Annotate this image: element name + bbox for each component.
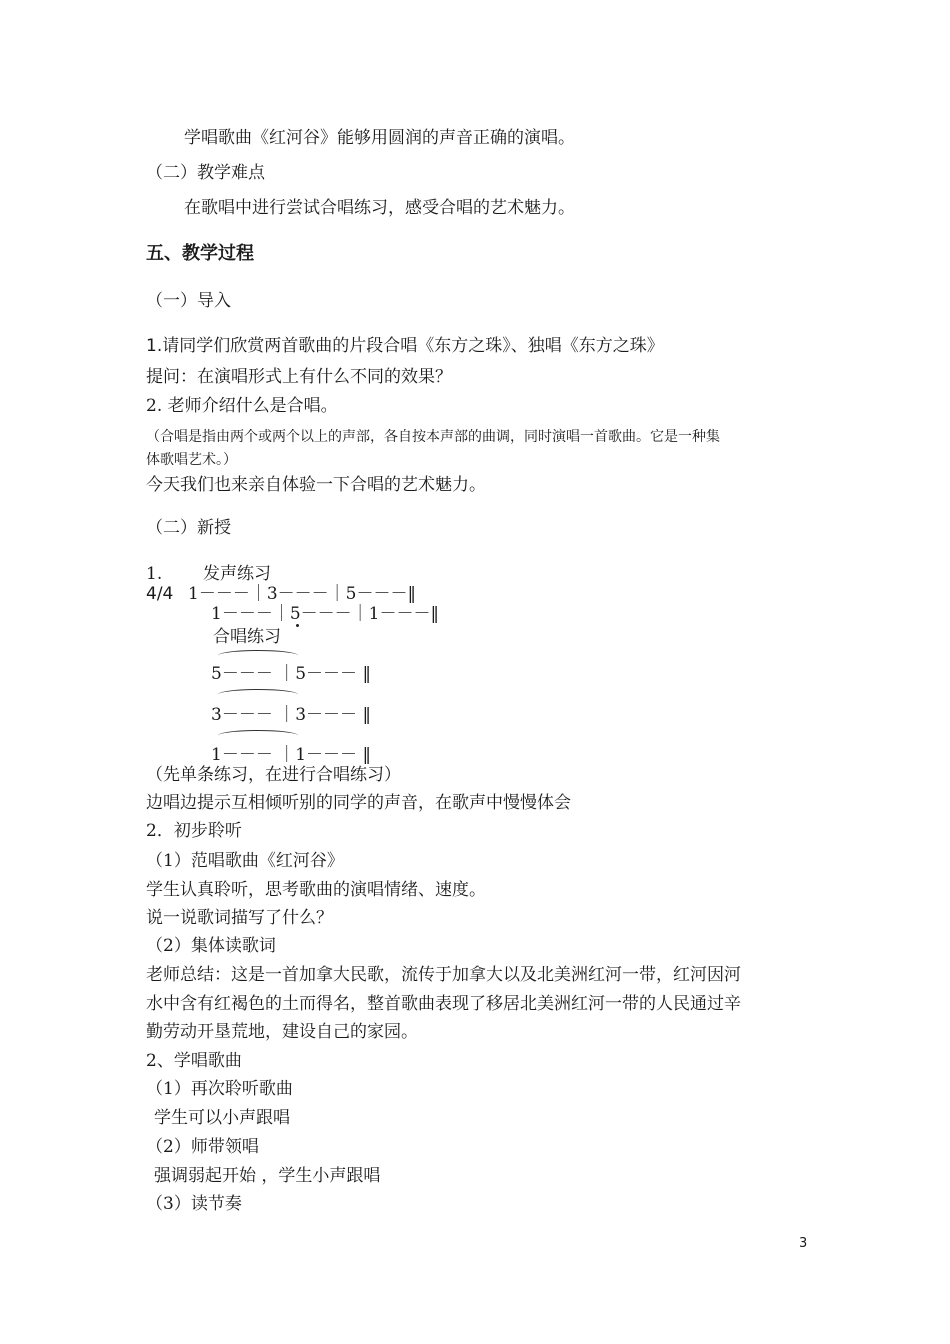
- subsection-intro-heading: （一）导入: [146, 291, 231, 311]
- exercise-number: 1.: [146, 564, 163, 584]
- octave-dot: [296, 624, 299, 627]
- intro-step-1: 1.请同学们欣赏两首歌曲的片段合唱《东方之珠》、独唱《东方之珠》: [146, 336, 664, 356]
- section-process-heading: 五、教学过程: [146, 243, 254, 264]
- difficulty-text: 在歌唱中进行尝试合唱练习，感受合唱的艺术魅力。: [184, 198, 575, 218]
- intro-question: 提问：在演唱形式上有什么不同的效果？: [146, 367, 452, 387]
- substep-listen-again: （1）再次聆听歌曲: [146, 1079, 293, 1099]
- vocal-exercise-title: 发声练习: [203, 564, 271, 584]
- notation-line-1: 1－－－｜3－－－｜5－－－‖: [188, 584, 416, 604]
- subsection-new-heading: （二）新授: [146, 518, 231, 538]
- slur-mark-3: [218, 730, 298, 741]
- upbeat-note: 强调弱起开始 ，学生小声跟唱: [154, 1166, 381, 1186]
- sing-along-note: 学生可以小声跟唱: [154, 1108, 290, 1128]
- chorus-definition-line2: 体歌唱艺术。）: [146, 452, 237, 468]
- substep-read-rhythm: （3）读节奏: [146, 1194, 242, 1214]
- page-number: 3: [799, 1236, 808, 1251]
- chorus-part-2: 3－－－ ｜3－－－ ‖: [211, 705, 371, 725]
- chorus-exercise-title: 合唱练习: [213, 627, 281, 647]
- section-difficulty-heading: （二）教学难点: [146, 163, 265, 183]
- chorus-definition-line1: （合唱是指由两个或两个以上的声部，各自按本声部的曲调，同时演唱一首歌曲。它是一种集: [146, 429, 720, 445]
- step-initial-listening: 2．初步聆听: [146, 821, 242, 841]
- teacher-summary-line1: 老师总结：这是一首加拿大民歌，流传于加拿大以及北美洲红河一带，红河因河: [146, 965, 741, 985]
- substep-teacher-lead: （2）师带领唱: [146, 1137, 259, 1157]
- student-listening: 学生认真聆听，思考歌曲的演唱情绪、速度。: [146, 880, 486, 900]
- notation-line-2: 1－－－｜5－－－｜1－－－‖: [211, 604, 439, 624]
- slur-mark-1: [218, 650, 298, 661]
- listening-tip: 边唱边提示互相倾听别的同学的声音，在歌声中慢慢体会: [146, 793, 571, 813]
- lyrics-question: 说一说歌词描写了什么？: [146, 908, 333, 928]
- practice-note: （先单条练习，在进行合唱练习）: [146, 765, 401, 785]
- teacher-summary-line3: 勤劳动开垦荒地，建设自己的家园。: [146, 1022, 418, 1042]
- intro-closing: 今天我们也来亲自体验一下合唱的艺术魅力。: [146, 475, 486, 495]
- substep-read-lyrics: （2）集体读歌词: [146, 936, 276, 956]
- teacher-summary-line2: 水中含有红褐色的土而得名，整首歌曲表现了移居北美洲红河一带的人民通过辛: [146, 994, 741, 1014]
- chorus-part-1: 5－－－ ｜5－－－ ‖: [211, 664, 371, 684]
- intro-step-2: 2. 老师介绍什么是合唱。: [146, 396, 338, 416]
- time-signature: 4/4: [146, 584, 174, 604]
- goal-text: 学唱歌曲《红河谷》能够用圆润的声音正确的演唱。: [184, 128, 575, 148]
- substep-demo-singing: （1）范唱歌曲《红河谷》: [146, 851, 344, 871]
- slur-mark-2: [218, 689, 298, 700]
- step-learn-song: 2、学唱歌曲: [146, 1051, 242, 1071]
- chorus-part-3: 1－－－ ｜1－－－ ‖: [211, 745, 371, 765]
